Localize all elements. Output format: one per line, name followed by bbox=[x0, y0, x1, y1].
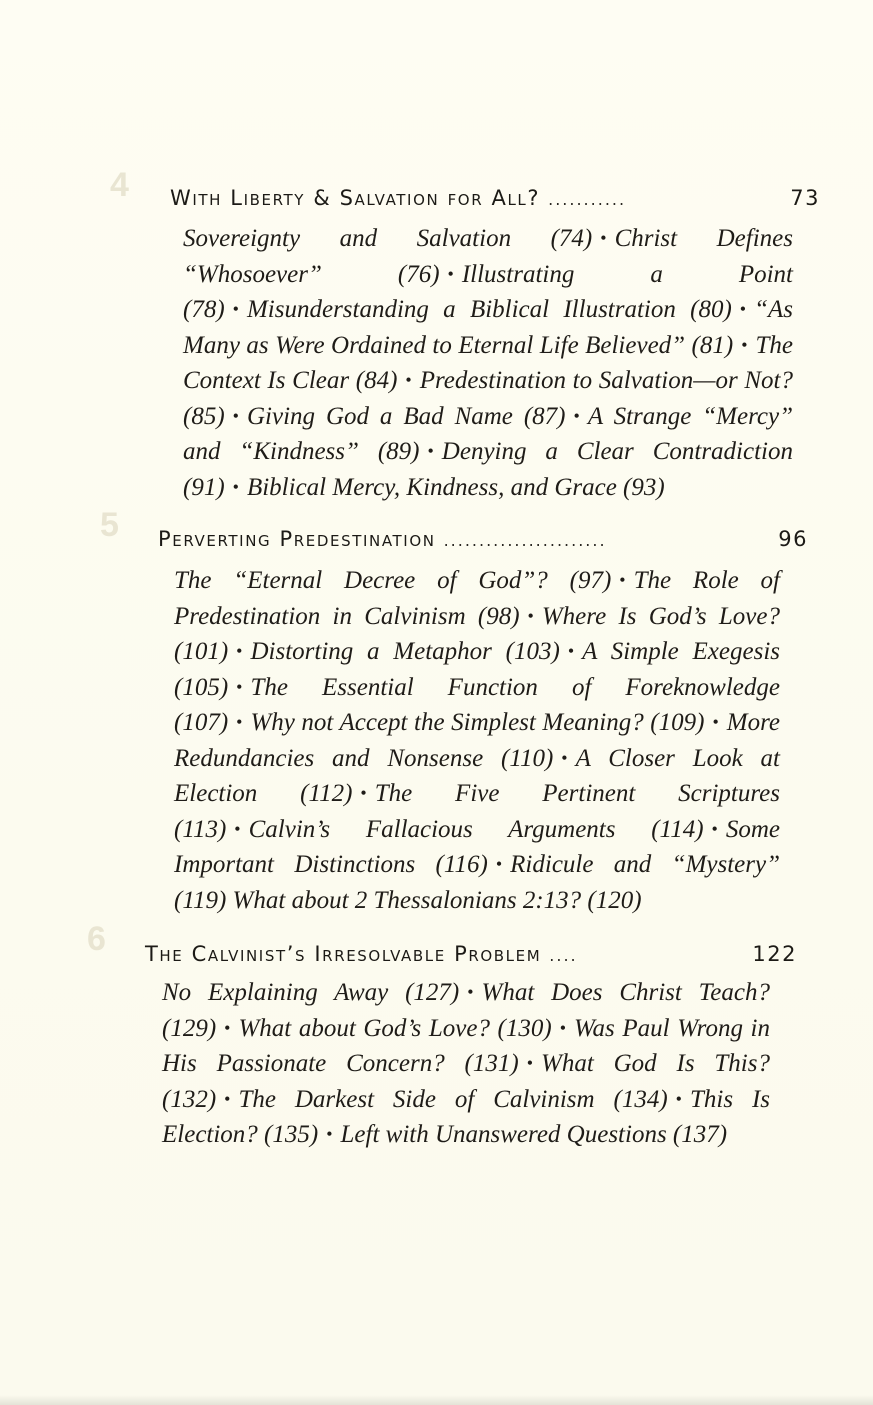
entry: Was Paul Wrong in His Passionate Concern? (131) bbox=[162, 1014, 770, 1077]
chapter-number: 4 bbox=[110, 166, 129, 204]
bullet-icon: • bbox=[741, 334, 748, 355]
entry: The Essential Function of Foreknowledge (107) bbox=[174, 673, 780, 736]
entry: What God Is This? (132) bbox=[162, 1050, 770, 1113]
bullet-icon: • bbox=[232, 405, 239, 426]
scan-shadow bbox=[0, 1395, 873, 1405]
chapter-entries bbox=[183, 222, 793, 506]
entry: No Explaining Away (127) bbox=[162, 979, 460, 1006]
bullet-icon: • bbox=[232, 476, 239, 497]
chapter-number: 6 bbox=[87, 920, 106, 958]
bullet-icon: • bbox=[234, 818, 241, 839]
bullet-icon: • bbox=[467, 982, 474, 1002]
bullet-icon: • bbox=[561, 747, 568, 768]
bullet-icon: • bbox=[224, 1088, 231, 1109]
bullet-icon: • bbox=[619, 570, 626, 590]
chapter-heading bbox=[145, 942, 797, 966]
entry: Denying a Clear Contradiction (91) bbox=[183, 438, 793, 501]
entry: Misunderstanding a Biblical Illustration (80) bbox=[246, 296, 732, 323]
entry: A Closer Look at Election (112) bbox=[174, 744, 780, 807]
entry: Ridicule and “Mystery” (119) What about 2 Thessalonians 2:13? (120) bbox=[174, 851, 780, 914]
chapter-entries bbox=[174, 564, 780, 918]
bullet-icon: • bbox=[405, 370, 412, 390]
bullet-icon: • bbox=[232, 299, 239, 319]
entry: Predestination to Salvation—or Not? (85) bbox=[183, 367, 793, 430]
bullet-icon: • bbox=[236, 676, 243, 697]
chapter-title: Perverting Predestination bbox=[158, 527, 436, 551]
entry: More Redundancies and Nonsense (110) bbox=[174, 709, 780, 772]
entry: The Context Is Clear (84) bbox=[183, 331, 793, 394]
chapter-heading bbox=[170, 186, 820, 210]
entry: Giving God a Bad Name (87) bbox=[246, 402, 566, 430]
entry: Distorting a Metaphor (103) bbox=[250, 638, 560, 665]
entry: Christ Defines “Whosoever” (76) bbox=[183, 225, 793, 288]
entry: The Role of Predestination in Calvinism (98) bbox=[174, 567, 781, 630]
entry: Illustrating a Point (78) bbox=[183, 260, 793, 323]
entry: Some Important Distinctions (116) bbox=[174, 815, 780, 878]
entry: “As Many as Were Ordained to Eternal Life Believed” (81) bbox=[183, 296, 793, 359]
entry: The Five Pertinent Scriptures (113) bbox=[174, 780, 780, 843]
dot-leader: .... bbox=[549, 946, 578, 965]
bullet-icon: • bbox=[236, 641, 243, 661]
chapter-number: 5 bbox=[100, 506, 119, 544]
entry: A Simple Exegesis (105) bbox=[174, 638, 781, 701]
chapter-title: The Calvinist’s Irresolvable Problem bbox=[145, 942, 542, 966]
chapter-page-number: 96 bbox=[778, 527, 808, 551]
bullet-icon: • bbox=[224, 1017, 231, 1038]
bullet-icon: • bbox=[739, 299, 747, 319]
entry: This Is Election? (135) bbox=[162, 1085, 770, 1148]
chapter-page-number: 73 bbox=[790, 186, 820, 210]
dot-leader: ........... bbox=[548, 190, 627, 209]
entry: Left with Unanswered Questions (137) bbox=[340, 1121, 728, 1148]
bullet-icon: • bbox=[711, 818, 718, 839]
entry: Biblical Mercy, Kindness, and Grace (93) bbox=[246, 473, 665, 501]
bullet-icon: • bbox=[573, 405, 580, 426]
entry: Sovereignty and Salvation (74) bbox=[183, 225, 593, 252]
bullet-icon: • bbox=[427, 441, 434, 461]
bullet-icon: • bbox=[326, 1124, 333, 1144]
bullet-icon: • bbox=[600, 228, 607, 248]
bullet-icon: • bbox=[559, 1017, 567, 1038]
entry: Calvin’s Fallacious Arguments (114) bbox=[248, 815, 704, 843]
entry: A Strange “Mercy” and “Kindness” (89) bbox=[183, 402, 793, 465]
entry: The “Eternal Decree of God”? (97) bbox=[174, 567, 612, 594]
bullet-icon: • bbox=[447, 263, 454, 284]
chapter-page-number: 122 bbox=[752, 942, 797, 966]
chapter-title: With Liberty & Salvation for All? bbox=[170, 186, 541, 210]
chapter-heading bbox=[158, 527, 808, 551]
bullet-icon: • bbox=[567, 641, 575, 661]
bullet-icon: • bbox=[236, 712, 243, 732]
chapter-entries bbox=[162, 976, 770, 1154]
dot-leader: ....................... bbox=[443, 531, 607, 550]
bullet-icon: • bbox=[712, 712, 719, 732]
bullet-icon: • bbox=[526, 1053, 534, 1073]
entry: What about God’s Love? (130) bbox=[238, 1014, 552, 1042]
bullet-icon: • bbox=[495, 854, 503, 874]
bullet-icon: • bbox=[360, 783, 367, 803]
entry: Why not Accept the Simplest Meaning? (109) bbox=[250, 709, 705, 736]
entry: What Does Christ Teach? (129) bbox=[162, 979, 770, 1042]
bullet-icon: • bbox=[675, 1088, 682, 1109]
entry: Where Is God’s Love? (101) bbox=[174, 602, 780, 665]
bullet-icon: • bbox=[527, 605, 534, 626]
entry: The Darkest Side of Calvinism (134) bbox=[238, 1085, 668, 1113]
